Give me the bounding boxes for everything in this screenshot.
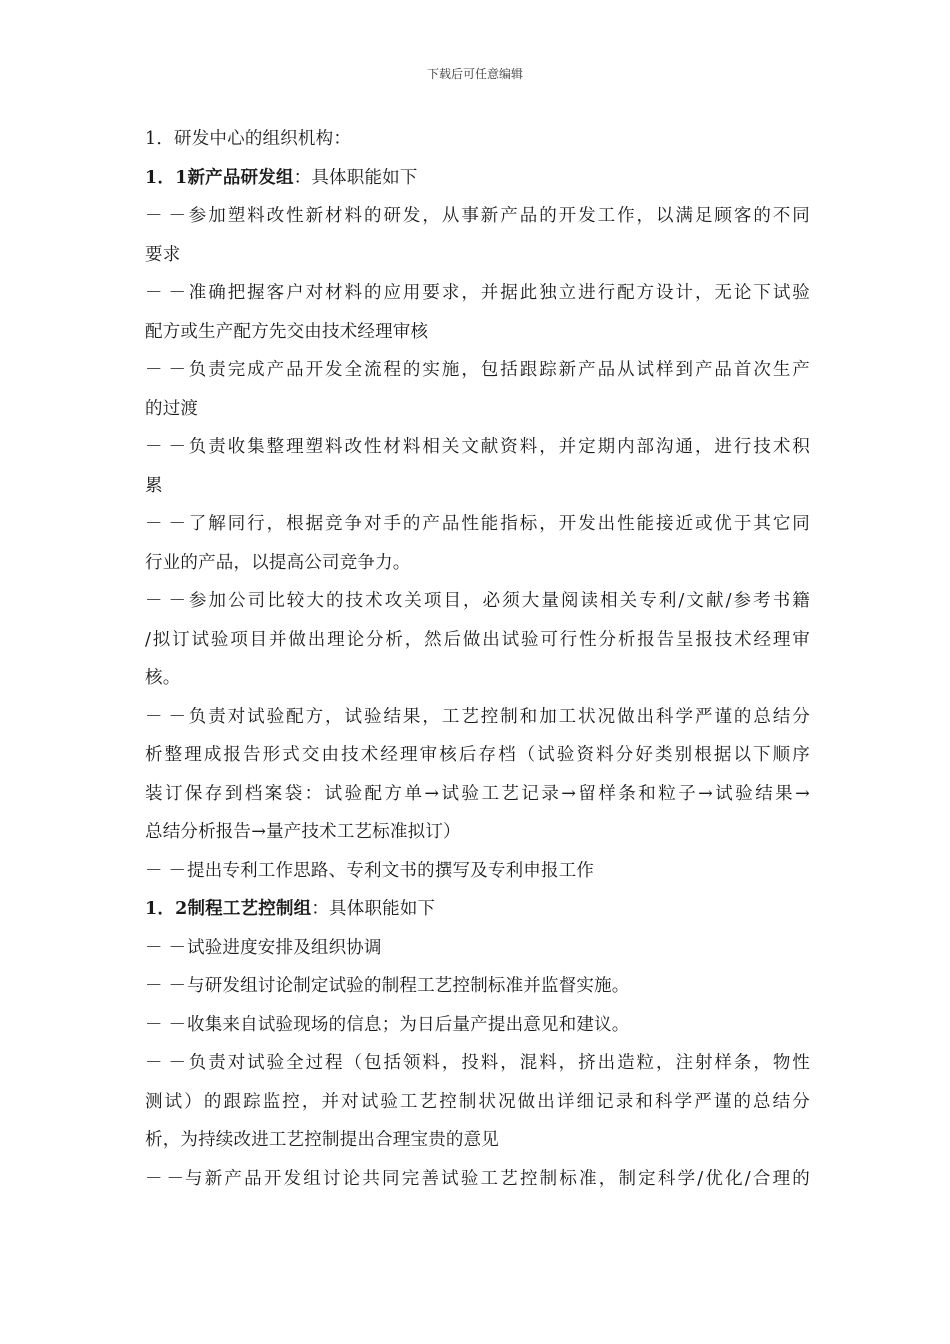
list-item-text: 与研发组讨论制定试验的制程工艺控制标准并监督实施。 (187, 976, 630, 996)
list-item (145, 929, 810, 968)
section-1-number: 1．1 (145, 167, 188, 188)
dash-bullet: －－ (145, 514, 192, 534)
list-item (145, 1044, 810, 1160)
list-item-text: 了解同行，根据竞争对手的产品性能指标，开发出性能接近或优于其它同 (187, 514, 810, 534)
dash-bullet: －－ (145, 437, 192, 457)
list-item-text: 试验进度安排及组织协调 (187, 937, 382, 958)
list-item-text: 核。 (145, 668, 181, 688)
list-item-text: 累 (145, 475, 163, 496)
list-item (145, 1160, 810, 1199)
list-item-text: 参加公司比较大的技术攻关项目，必须大量阅读相关专利/文献/参考书籍 (187, 591, 810, 611)
dash-bullet: －－ (145, 1014, 192, 1035)
section-2-number: 1．2 (145, 899, 188, 919)
dash-bullet: －－ (145, 1168, 188, 1189)
list-item-text: 要求 (145, 244, 181, 265)
dash-bullet: －－ (145, 937, 192, 958)
section-2-title (145, 890, 810, 929)
list-item-text: 准确把握客户对材料的应用要求，并据此独立进行配方设计，无论下试验 (187, 283, 810, 303)
section-1-suffix: ：具体职能如下 (293, 167, 418, 188)
list-item-text: 提出专利工作思路、专利文书的撰写及专利申报工作 (187, 860, 595, 881)
document-body (145, 120, 810, 1198)
list-item-text: 的过渡 (145, 398, 199, 419)
list-item (145, 1006, 810, 1045)
list-item-text: 负责完成产品开发全流程的实施，包括跟踪新产品从试样到产品首次生产 (187, 360, 810, 380)
section-1-name: 新产品研发组 (187, 167, 294, 188)
list-item (145, 582, 810, 698)
list-item-text: 测试）的跟踪监控，并对试验工艺控制状况做出详细记录和科学严谨的总结分 (145, 1091, 810, 1112)
list-item-text: 配方或生产配方先交由技术经理审核 (145, 321, 429, 342)
list-item-text: 收集来自试验现场的信息；为日后量产提出意见和建议。 (187, 1014, 630, 1035)
page-header-note: 下载后可任意编辑 (426, 67, 523, 81)
list-item-text: 负责对试验配方，试验结果，工艺控制和加工状况做出科学严谨的总结分 (187, 706, 810, 727)
document-heading: 1．研发中心的组织机构： (145, 129, 352, 149)
list-item-text: 行业的产品，以提高公司竞争力。 (145, 552, 411, 573)
list-item (145, 274, 810, 351)
section-1-title (145, 159, 810, 198)
list-item-text: 总结分析报告→量产技术工艺标准拟订） (145, 822, 461, 842)
list-item-text: /拟订试验项目并做出理论分析，然后做出试验可行性分析报告呈报技术经理审 (145, 629, 810, 650)
list-item (145, 967, 810, 1006)
list-item-text: 参加塑料改性新材料的研发，从事新产品的开发工作，以满足顾客的不同 (187, 206, 810, 226)
list-item-text: 装订保存到档案袋：试验配方单→试验工艺记录→留样条和粒子→试验结果→ (145, 783, 810, 804)
dash-bullet: －－ (145, 360, 192, 380)
list-item (145, 505, 810, 582)
dash-bullet: －－ (145, 283, 192, 303)
list-item (145, 197, 810, 274)
section-2-suffix: ：具体职能如下 (311, 899, 436, 919)
list-item (145, 351, 810, 428)
list-item (145, 698, 810, 852)
dash-bullet: －－ (145, 1053, 192, 1073)
dash-bullet: －－ (145, 976, 192, 996)
list-item (145, 428, 810, 505)
list-item-text: 析整理成报告形式交由技术经理审核后存档（试验资料分好类别根据以下顺序 (145, 745, 810, 765)
dash-bullet: －－ (145, 860, 192, 881)
list-item-text: 析，为持续改进工艺控制提出合理宝贵的意见 (145, 1130, 499, 1150)
list-item-text: 负责对试验全过程（包括领料，投料，混料，挤出造粒，注射样条，物性 (187, 1053, 810, 1073)
dash-bullet: －－ (145, 591, 192, 611)
section-2-name: 制程工艺控制组 (187, 899, 312, 919)
list-item-text: 负责收集整理塑料改性材料相关文献资料，并定期内部沟通，进行技术积 (187, 437, 810, 457)
dash-bullet: －－ (145, 706, 192, 727)
list-item-text: 与新产品开发组讨论共同完善试验工艺控制标准，制定科学/优化/合理的 (183, 1168, 810, 1189)
dash-bullet: －－ (145, 206, 192, 226)
list-item (145, 852, 810, 891)
